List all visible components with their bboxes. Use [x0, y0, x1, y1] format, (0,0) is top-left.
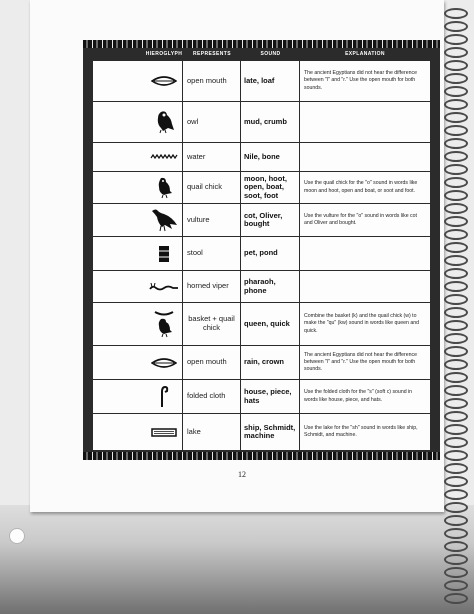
represents-cell: horned viper — [183, 271, 241, 302]
spiral-loop — [444, 242, 468, 253]
hieroglyph-cell — [145, 172, 183, 203]
represents-cell: basket + quail chick — [183, 303, 241, 345]
punch-hole — [9, 528, 25, 544]
table-border-bottom — [83, 452, 440, 460]
explanation-cell: The ancient Egyptians did not hear the difference between "l" and "r." Use the open mouth for both sounds. — [304, 70, 417, 91]
sound-cell: pet, pond — [241, 237, 300, 270]
spiral-loop — [444, 86, 468, 97]
spiral-loop — [444, 216, 468, 227]
water-icon — [150, 153, 178, 161]
represents-cell: lake — [183, 414, 241, 450]
sound-cell: moon, hoot, open, boat, soot, foot — [241, 172, 300, 203]
represents-cell: open mouth — [183, 61, 241, 101]
represents-cell: folded cloth — [183, 380, 241, 413]
hieroglyph-cell — [145, 380, 183, 413]
sound-cell: house, piece, hats — [241, 380, 300, 413]
scan-shadow — [0, 505, 474, 614]
table-row — [93, 303, 430, 346]
sound-cell: mud, crumb — [241, 102, 300, 142]
explanation-cell — [300, 143, 430, 171]
table-row — [93, 237, 430, 271]
spiral-loop — [444, 554, 468, 565]
hieroglyph-cell — [145, 346, 183, 379]
spiral-loop — [444, 398, 468, 409]
table-row — [93, 414, 430, 451]
spiral-loop — [444, 281, 468, 292]
sound-cell: pharaoh, phone — [241, 271, 300, 302]
table-row — [93, 380, 430, 414]
spiral-loop — [444, 476, 468, 487]
hieroglyph-cell — [145, 204, 183, 236]
sound-cell: queen, quick — [241, 303, 300, 345]
spiral-loop — [444, 190, 468, 201]
spiral-loop — [444, 34, 468, 45]
hieroglyph-table — [83, 40, 440, 460]
spiral-loop — [444, 346, 468, 357]
folded-cloth-icon — [159, 386, 169, 408]
spiral-loop — [444, 60, 468, 71]
stool-icon — [158, 245, 170, 263]
header-hieroglyph: HIEROGLYPH — [145, 51, 183, 57]
spiral-loop — [444, 528, 468, 539]
sound-cell: Nile, bone — [241, 143, 300, 171]
table-row — [93, 61, 430, 102]
hieroglyph-cell — [145, 303, 183, 345]
spiral-loop — [444, 372, 468, 383]
hieroglyph-cell — [145, 414, 183, 450]
spiral-loop — [444, 307, 468, 318]
explanation-cell: Combine the basket (k) and the quail chick (w) to make the "qu" (kw) sound in words like queen and quick. — [304, 313, 419, 334]
explanation-cell: The ancient Egyptians did not hear the difference between "l" and "r." Use the open mouth for both sounds. — [304, 351, 417, 372]
header-explanation: EXPLANATION — [345, 51, 385, 57]
explanation-cell: Use the quail chick for the "o" sound in words like moon and hoot, open and boat, or soot and foot. — [304, 180, 418, 194]
explanation-cell: Use the vulture for the "o" sound in words like cot and Oliver and bought. — [304, 212, 417, 226]
spiral-loop — [444, 21, 468, 32]
spiral-binding — [440, 0, 474, 614]
sound-cell: rain, crown — [241, 346, 300, 379]
spiral-loop — [444, 567, 468, 578]
basket-quail-chick-icon — [153, 310, 175, 338]
represents-cell: open mouth — [183, 346, 241, 379]
spiral-loop — [444, 203, 468, 214]
spiral-loop — [444, 8, 468, 19]
explanation-cell — [300, 237, 430, 270]
table-row — [93, 172, 430, 204]
spiral-loop — [444, 138, 468, 149]
represents-cell: quail chick — [183, 172, 241, 203]
hieroglyph-cell — [145, 102, 183, 142]
page-number: 12 — [238, 470, 246, 479]
hieroglyph-cell — [145, 271, 183, 302]
spiral-loop — [444, 593, 468, 604]
spiral-loop — [444, 424, 468, 435]
represents-cell: owl — [183, 102, 241, 142]
spiral-loop — [444, 359, 468, 370]
table-row — [93, 271, 430, 303]
spiral-loop — [444, 164, 468, 175]
spiral-loop — [444, 515, 468, 526]
explanation-cell: Use the folded cloth for the "s" (soft c) sound in words like house, piece, and hats. — [304, 389, 413, 403]
represents-cell: vulture — [183, 204, 241, 236]
spiral-loop — [444, 450, 468, 461]
spiral-loop — [444, 411, 468, 422]
sound-cell: ship, Schmidt, machine — [241, 414, 300, 450]
hieroglyph-cell — [145, 61, 183, 101]
spiral-loop — [444, 580, 468, 591]
spiral-loop — [444, 333, 468, 344]
spiral-loop — [444, 99, 468, 110]
spiral-loop — [444, 541, 468, 552]
explanation-cell — [300, 102, 430, 142]
spiral-loop — [444, 125, 468, 136]
lake-icon — [151, 428, 177, 437]
table-row — [93, 143, 430, 172]
spiral-loop — [444, 502, 468, 513]
explanation-cell — [300, 271, 430, 302]
table-row — [93, 102, 430, 143]
table-row — [93, 204, 430, 237]
represents-cell: water — [183, 143, 241, 171]
table-row — [93, 346, 430, 380]
mouth-icon — [151, 75, 177, 87]
spiral-loop — [444, 177, 468, 188]
sound-cell: late, loaf — [241, 61, 300, 101]
spiral-loop — [444, 437, 468, 448]
hieroglyph-cell — [145, 237, 183, 270]
spiral-loop — [444, 294, 468, 305]
spiral-loop — [444, 489, 468, 500]
explanation-cell: Use the lake for the "sh" sound in words like ship, Schmidt, and machine. — [304, 424, 418, 438]
hieroglyph-cell — [145, 143, 183, 171]
represents-cell: stool — [183, 237, 241, 270]
owl-icon — [153, 110, 175, 134]
spiral-loop — [444, 73, 468, 84]
vulture-icon — [150, 208, 178, 232]
mouth-icon — [151, 357, 177, 369]
spiral-loop — [444, 320, 468, 331]
header-represents: REPRESENTS — [193, 51, 231, 57]
header-sound: SOUND — [260, 51, 281, 57]
spiral-loop — [444, 151, 468, 162]
sound-cell: cot, Oliver, bought — [241, 204, 300, 236]
spiral-loop — [444, 255, 468, 266]
spiral-loop — [444, 385, 468, 396]
spiral-loop — [444, 229, 468, 240]
table-border-top — [83, 40, 440, 48]
horned-viper-icon — [149, 282, 179, 292]
spiral-loop — [444, 47, 468, 58]
quail-chick-icon — [155, 177, 173, 199]
spiral-loop — [444, 268, 468, 279]
spiral-loop — [444, 112, 468, 123]
spiral-loop — [444, 463, 468, 474]
